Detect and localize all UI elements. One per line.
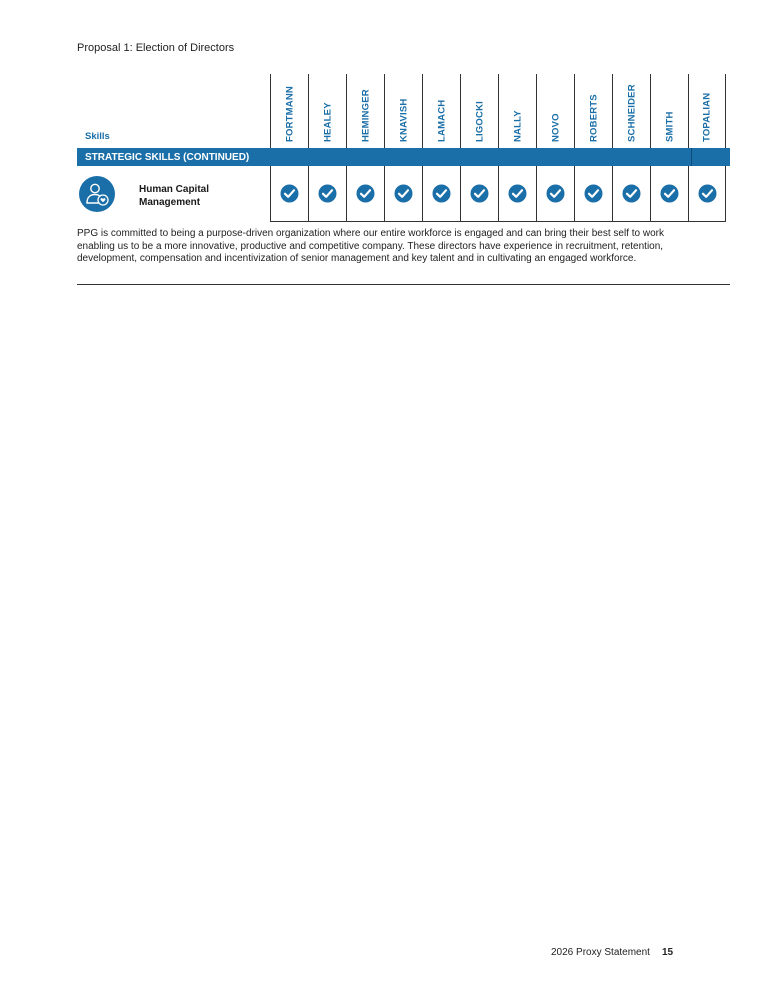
skills-matrix <box>77 74 730 222</box>
director-name: FORTMANN <box>284 86 295 142</box>
director-column-topalian <box>688 74 726 148</box>
check-cell-lamach <box>422 166 460 222</box>
page-footer <box>551 947 673 958</box>
check-cell-novo <box>536 166 574 222</box>
divider-rule <box>77 284 730 285</box>
checkmark-icon <box>280 184 299 203</box>
skill-description: PPG is committed to being a purpose-driven organization where our entire workforce is engaged and can bring their best self to work enabling us to be a more innovative, productive and competitive company. These directors have experience in recruitment, retention, development, compensation and incentivization of senior management and key talent and in cultivating an engaged workforce. <box>77 228 664 264</box>
director-name: LIGOCKI <box>474 101 485 142</box>
skills-column-label: Skills <box>85 131 110 142</box>
check-cell-topalian <box>688 166 726 222</box>
director-name: SMITH <box>664 111 675 142</box>
director-name: SCHNEIDER <box>626 84 637 142</box>
director-name: NALLY <box>512 110 523 142</box>
director-column-ligocki <box>460 74 498 148</box>
director-name: HEMINGER <box>360 89 371 142</box>
director-name: LAMACH <box>436 99 447 142</box>
checkmark-icon <box>584 184 603 203</box>
check-cell-ligocki <box>460 166 498 222</box>
checkmark-icon <box>698 184 717 203</box>
checkmark-icon <box>356 184 375 203</box>
check-cell-knavish <box>384 166 422 222</box>
checkmark-icon <box>546 184 565 203</box>
footer-label: 2026 Proxy Statement <box>551 947 650 958</box>
checkmark-icon <box>470 184 489 203</box>
check-cell-smith <box>650 166 688 222</box>
director-column-healey <box>308 74 346 148</box>
director-name: HEALEY <box>322 102 333 142</box>
check-cell-roberts <box>574 166 612 222</box>
checkmark-icon <box>318 184 337 203</box>
director-name: TOPALIAN <box>701 92 713 142</box>
person-heart-icon <box>79 176 115 212</box>
director-column-novo <box>536 74 574 148</box>
check-cell-nally <box>498 166 536 222</box>
section-divider <box>691 148 692 166</box>
director-column-smith <box>650 74 688 148</box>
check-cell-heminger <box>346 166 384 222</box>
checkmark-icon <box>622 184 641 203</box>
checkmark-icon <box>394 184 413 203</box>
skill-name: Human Capital Management <box>139 184 210 208</box>
director-column-knavish <box>384 74 422 148</box>
checkmark-icon <box>508 184 527 203</box>
section-bar <box>77 148 730 166</box>
check-cell-schneider <box>612 166 650 222</box>
check-cell-fortmann <box>270 166 308 222</box>
check-cell-healey <box>308 166 346 222</box>
checkmark-icon <box>432 184 451 203</box>
director-column-lamach <box>422 74 460 148</box>
check-cells <box>270 166 726 222</box>
page-number: 15 <box>661 947 674 958</box>
skill-row <box>77 166 730 222</box>
skill-label-cell <box>77 166 270 222</box>
director-name: ROBERTS <box>588 94 599 142</box>
section-title: STRATEGIC SKILLS (CONTINUED) <box>85 151 250 163</box>
checkmark-icon <box>660 184 679 203</box>
director-column-roberts <box>574 74 612 148</box>
page-header: Proposal 1: Election of Directors <box>77 42 235 54</box>
matrix-header-row <box>77 74 730 148</box>
director-name: NOVO <box>550 113 561 142</box>
director-column-heminger <box>346 74 384 148</box>
director-name: KNAVISH <box>398 98 409 142</box>
director-column-schneider <box>612 74 650 148</box>
director-column-fortmann <box>270 74 308 148</box>
director-name-columns <box>270 74 726 148</box>
director-column-nally <box>498 74 536 148</box>
